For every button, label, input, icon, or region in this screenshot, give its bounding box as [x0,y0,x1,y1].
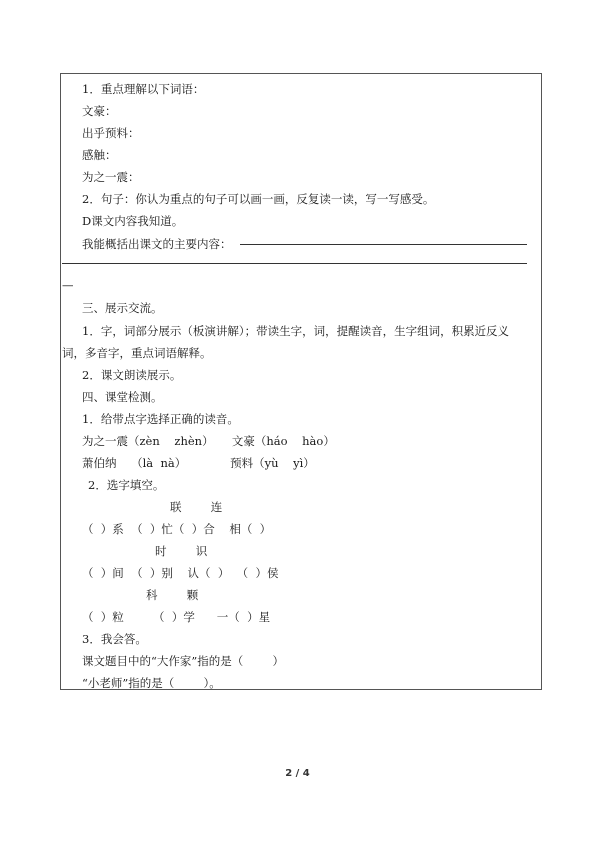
test-1-row-1: 为之一震（zèn zhèn） 文豪（háo hào） [82,434,335,448]
exchange-item-1: 1．字，词部分展示（板演讲解）；带读生字，词，提醒读音，生字组词，积累近反义 [82,324,510,338]
question-2: 2．句子：你认为重点的句子可以画一画，反复读一读，写一写感受。 [82,192,435,206]
summary-answer-line-1[interactable] [240,244,527,245]
section-d-heading: D课文内容我知道。 [82,214,184,228]
section-3-heading: 三、展示交流。 [82,301,163,315]
summary-answer-line-2[interactable] [62,263,527,264]
term-weizhi-yizhen: 为之一震： [82,170,140,184]
fill-row-3: （ ）粒 （ ）学 一（ ）星 [82,610,271,624]
answer-1: 课文题目中的“大作家”指的是（ ） [82,654,285,668]
char-pair-1: 联 连 [170,500,223,514]
test-2: 2．选字填空。 [88,478,165,492]
char-pair-3: 科 颗 [146,588,199,602]
exchange-item-2: 2．课文朗读展示。 [82,368,182,382]
test-1-row-2: 萧伯纳 （là nà） 预料（yù yì） [82,456,315,470]
summary-line-end: — [62,278,74,292]
page-number: 2 / 4 [285,768,310,779]
test-3: 3．我会答。 [82,632,147,646]
exchange-item-1-cont: 词，多音字，重点词语解释。 [62,346,212,360]
term-ganchu: 感触： [82,148,117,162]
term-chuhu-yuliao: 出乎预料： [82,126,140,140]
char-pair-2: 时 识 [155,544,208,558]
section-4-heading: 四、课堂检测。 [82,390,163,404]
test-1: 1．给带点字选择正确的读音。 [82,412,239,426]
fill-row-1: （ ）系 （ ）忙（ ）合 相（ ） [82,522,272,536]
term-wenhao: 文豪： [82,104,117,118]
fill-row-2: （ ）间 （ ）别 认（ ） （ ）侯 [82,566,279,580]
question-1: 1．重点理解以下词语： [82,82,205,96]
summary-label: 我能概括出课文的主要内容： [82,237,232,251]
answer-2: “小老师”指的是（ ）。 [82,676,221,690]
